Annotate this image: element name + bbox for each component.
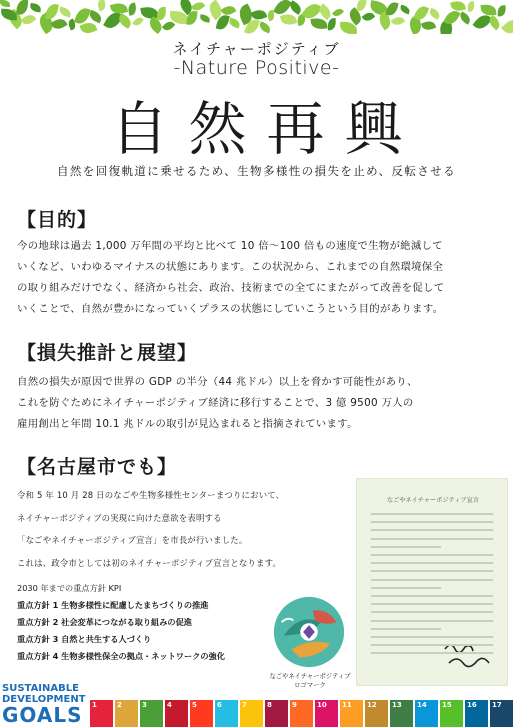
leaf-icon (361, 10, 374, 23)
document-text-line (371, 652, 493, 654)
logo-caption-line: なごやネイチャーポジティブ (269, 673, 351, 680)
sdg-goal-icon: 3 (140, 700, 163, 727)
leaf-icon (467, 1, 475, 12)
leaf-icon (199, 14, 210, 22)
outlook-line: 雇用創出と年間 10.1 兆ドルの取引が見込まれると指摘されています。 (17, 418, 358, 430)
leaf-icon (391, 15, 406, 28)
document-text-line (371, 570, 493, 572)
nagoya-heading: 【名古屋市でも】 (17, 456, 178, 478)
purpose-line: いくことで、自然が豊かになっていくプラスの状態にしていこうという目的があります。 (17, 303, 444, 315)
sdg-goal-icon: 6 (215, 700, 238, 727)
sdgs-line: SUSTAINABLE (2, 683, 79, 694)
leaf-icon (50, 16, 67, 32)
leaf-border (0, 0, 513, 34)
purpose-line: いくなど、いわゆるマイナスの状態にあります。この状況から、これまでの自然環境保全 (17, 261, 444, 273)
nagoya-line: これは、政令市としては初のネイチャーポジティブ宣言となります。 (17, 557, 282, 568)
leaf-icon (127, 3, 138, 16)
sdg-icon-row (90, 700, 513, 727)
page-title: 自然再興 (110, 95, 423, 163)
purpose-line: の取り組みだけでなく、経済から社会、政治、技術までの全てにまたがって改善を促して (17, 282, 445, 294)
declaration-title: なごやネイチャーポジティブ宣言 (386, 497, 479, 504)
purpose-heading: 【目的】 (17, 209, 98, 231)
sdg-goal-icon: 5 (190, 700, 213, 727)
sdg-goal-icon: 8 (265, 700, 288, 727)
leaf-icon (414, 4, 429, 22)
sdgs-wordmark (2, 683, 90, 727)
nagoya-line: 令和 5 年 10 月 28 日のなごや生物多様性センターまつりにおいて、 (17, 490, 285, 500)
kpi-item: 重点方針 1 生物多様性に配慮したまちづくりの推進 (17, 600, 209, 610)
kpi-item: 重点方針 3 自然と共生する人づくり (17, 634, 152, 644)
document-text-line (371, 611, 493, 613)
leaf-icon (280, 12, 297, 26)
leaf-icon (428, 8, 441, 20)
document-text-line (371, 562, 493, 564)
document-text-line (371, 636, 493, 638)
document-text-line (371, 538, 493, 540)
sdg-goal-icon: 11 (340, 700, 363, 727)
sdgs-goals-label: GOALS (2, 703, 83, 727)
leaf-icon (96, 0, 107, 11)
leaf-icon (310, 17, 327, 30)
leaf-icon (29, 3, 41, 12)
leaf-icon (132, 15, 144, 27)
subtitle-japanese: ネイチャーポジティブ (172, 40, 341, 58)
kpi-item: 重点方針 4 生物多様性保全の拠点・ネットワークの強化 (17, 651, 225, 661)
leaf-icon (497, 5, 505, 16)
outlook-heading: 【損失推計と展望】 (17, 342, 198, 364)
leaf-icon (287, 0, 303, 15)
leaf-icon (356, 0, 366, 11)
sdg-goal-icon: 2 (115, 700, 138, 727)
document-text-line (371, 644, 493, 646)
leaf-icon (58, 7, 72, 18)
nagoya-paragraph (17, 484, 347, 574)
sdg-goal-icon: 4 (165, 700, 188, 727)
document-text-line (371, 521, 493, 523)
leaf-icon (385, 1, 398, 17)
sdg-goal-icon: 7 (240, 700, 263, 727)
nagoya-nature-positive-logo (270, 593, 348, 671)
sdg-goal-icon: 15 (440, 700, 463, 727)
subtitle-english: -Nature Positive- (173, 57, 340, 79)
purpose-paragraph (17, 236, 499, 320)
document-text-line (371, 513, 493, 515)
nagoya-line: ネイチャーポジティブの実現に向けた意欲を表明する (17, 512, 222, 523)
sdg-goal-icon: 14 (415, 700, 438, 727)
document-text-line (371, 603, 493, 605)
document-text-line (371, 554, 493, 556)
document-text-line (371, 628, 441, 630)
leaf-icon (421, 19, 436, 32)
kpi-title: 2030 年までの重点方針 KPI (17, 583, 122, 593)
leaf-icon (88, 10, 104, 24)
outlook-paragraph (17, 372, 499, 435)
leaf-icon (501, 16, 513, 34)
document-text-line (371, 529, 493, 531)
leaf-icon (399, 5, 411, 15)
document-text-line (371, 595, 493, 597)
outlook-line: これを防ぐためにネイチャーポジティブ経済に移行することで、3 億 9500 万人の (17, 397, 414, 409)
leaf-icon (229, 18, 242, 29)
logo-caption-line: ロゴマーク (294, 682, 326, 689)
sdg-goal-icon: 9 (290, 700, 313, 727)
sdg-goal-icon: 12 (365, 700, 388, 727)
sdgs-line: DEVELOPMENT (2, 694, 86, 705)
leaf-icon (21, 12, 37, 27)
leaf-icon (0, 0, 10, 7)
leaf-icon (332, 6, 344, 18)
logo-caption (262, 672, 358, 690)
leaf-icon (258, 21, 272, 34)
declaration-document (356, 478, 508, 686)
outlook-line: 自然の損失が原因で世界の GDP の半分（44 兆ドル）以上を脅かす可能性があり、 (17, 376, 418, 388)
sdg-goal-icon: 16 (465, 700, 488, 727)
tagline: 自然を回復軌道に乗せるため、生物多様性の損失を止め、反転させる (57, 164, 456, 178)
sdg-goal-icon: 13 (390, 700, 413, 727)
leaf-icon (187, 10, 198, 25)
sdg-goal-icon: 17 (490, 700, 513, 727)
leaf-icon (17, 0, 29, 15)
document-text-line (371, 620, 493, 622)
document-text-line (371, 587, 441, 589)
kpi-list (17, 580, 287, 665)
leaf-icon (457, 11, 472, 25)
document-text-line (371, 579, 493, 581)
leaf-icon (327, 18, 336, 30)
sdg-goal-icon: 10 (315, 700, 338, 727)
nagoya-line: 「なごやネイチャーポジティブ宣言」を市長が行いました。 (17, 535, 248, 545)
kpi-item: 重点方針 2 社会変革につながる取り組みの促進 (17, 617, 192, 627)
leaf-icon (157, 7, 167, 20)
document-text-line (371, 546, 441, 548)
leaf-icon (45, 3, 59, 21)
sdg-goal-icon: 1 (90, 700, 113, 727)
purpose-line: 今の地球は過去 1,000 万年間の平均と比べて 10 倍～100 倍もの速度で生物が絶滅して (17, 240, 443, 252)
